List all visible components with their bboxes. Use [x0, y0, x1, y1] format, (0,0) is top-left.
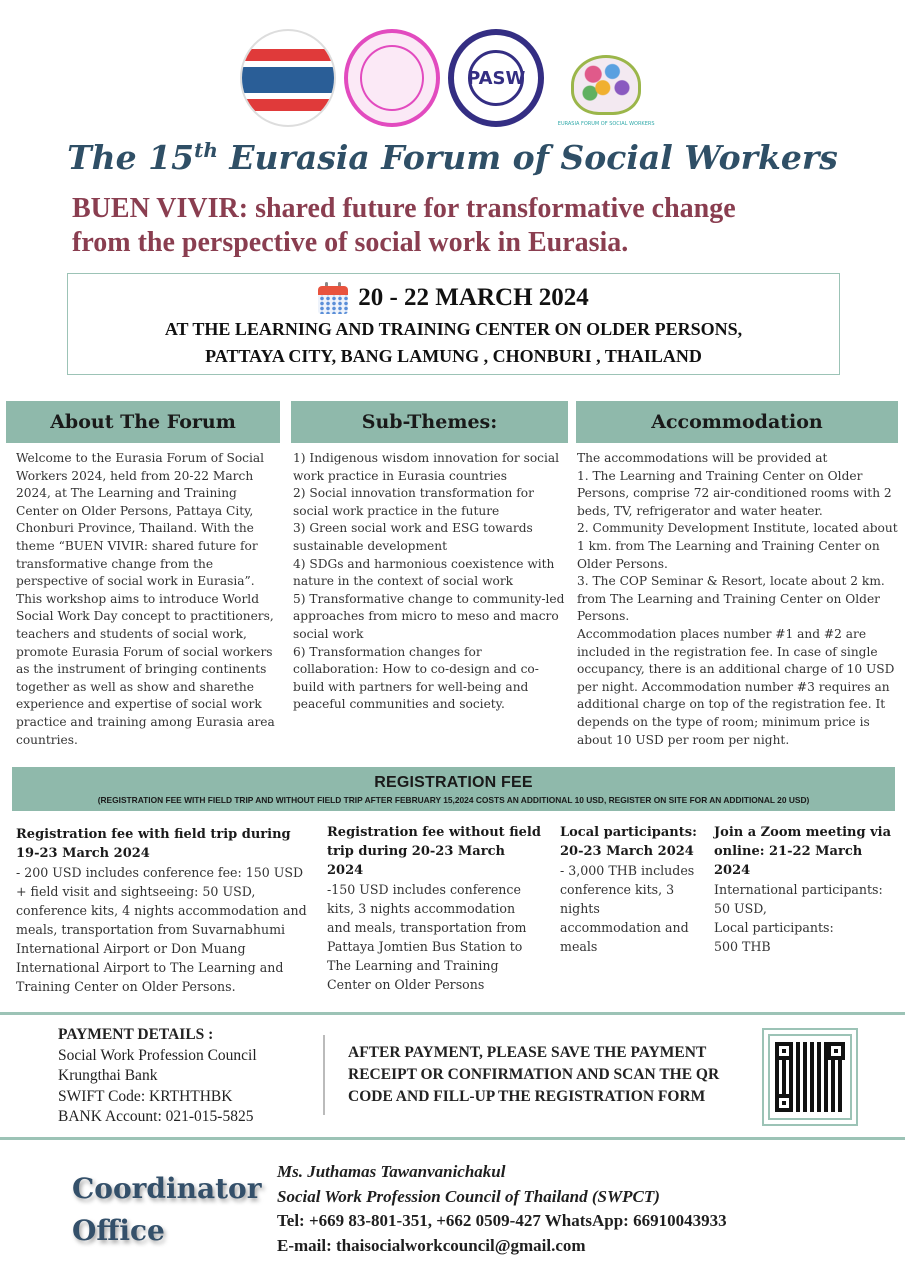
- divider: [323, 1035, 325, 1115]
- coordinator-office-label: Coordinator Office: [72, 1172, 262, 1247]
- accommodation-heading: Accommodation: [576, 401, 898, 443]
- divider: [0, 1137, 905, 1140]
- royal-seal-logo-icon: [344, 29, 440, 127]
- registration-note: (REGISTRATION FEE WITH FIELD TRIP AND WITHOUT FIELD TRIP AFTER FEBRUARY 15,2024 COSTS AN ADDITIONAL 10 USD, REGISTER ON SITE FOR AN ADDITIONAL 20 USD): [97, 795, 810, 805]
- accommodation-list: [577, 450, 899, 749]
- coordinator-contact: [277, 1160, 727, 1258]
- page-title: The 15th Eurasia Forum of Social Workers: [67, 138, 838, 177]
- accommodation-item: Accommodation places number #1 and #2 are included in the registration fee. In case of single occupancy, there is an additional charge of 10 USD per night. Accommodation number #3 requires an additional charge on top of the registration fee. It depends on the type of room; minimum price is about 10 USD per room per night.: [577, 626, 895, 747]
- registration-fee-banner: [12, 767, 895, 811]
- fee-option-zoom: Join a Zoom meeting via online: 21-22 March 2024 International participants: 50 USD, Local participants: 500 THB: [714, 825, 892, 954]
- accommodation-item: 3. The COP Seminar & Resort, locate about 2 km. from The Learning and Training Center on Older Persons.: [577, 574, 885, 624]
- coordinator-phone[interactable]: Tel: +669 83-801-351, +662 0509-427 WhatsApp: 66910043933: [277, 1211, 727, 1230]
- pasw-logo-icon: PASW: [448, 29, 544, 127]
- subtheme-item: 1) Indigenous wisdom innovation for social work practice in Eurasia countries: [293, 451, 560, 483]
- subthemes-heading: Sub-Themes:: [291, 401, 568, 443]
- registration-qr-code[interactable]: [762, 1028, 858, 1126]
- accommodation-item: 1. The Learning and Training Center on Older Persons, comprise 72 air-conditioned rooms with 2 beds, TV, refrigerator and water heater.: [577, 468, 892, 518]
- fee-option-no-field-trip: Registration fee without field trip during 20-23 March 2024 -150 USD includes conference kits, 3 nights accommodation and meals, transportation from Pattaya Jomtien Bus Station to The Learning and Training Center on Older Persons: [327, 825, 541, 992]
- coordinator-email[interactable]: E-mail: thaisocialworkcouncil@gmail.com: [277, 1235, 586, 1255]
- accommodation-item: The accommodations will be provided at: [577, 451, 828, 465]
- registration-heading: REGISTRATION FEE: [374, 774, 533, 791]
- event-date: 20 - 22 MARCH 2024: [358, 284, 589, 311]
- coordinator-org: Social Work Profession Council of Thailand (SWPCT): [277, 1186, 660, 1206]
- payment-instruction: AFTER PAYMENT, PLEASE SAVE THE PAYMENT RECEIPT OR CONFIRMATION AND SCAN THE QR CODE AND FILL-UP THE REGISTRATION FORM: [348, 1044, 720, 1105]
- about-text: Welcome to the Eurasia Forum of Social Workers 2024, held from 20-22 March 2024, at The Learning and Training Center on Older Persons, Pattaya City, Chonburi Province, Thailand. With the theme “BUEN VIVIR: shared future for transformative change from the perspective of social work in Eurasia”. This workshop aims to introduce World Social Work Day concept to practitioners, teachers and students of social work, promote Eurasia Forum of social workers as the instrument of bringing continents together as well as show and sharethe experience and expertise of social work practice and training among Eurasia area countries.: [16, 451, 275, 747]
- fee-option-field-trip: Registration fee with field trip during 19-23 March 2024 - 200 USD includes conference fee: 150 USD + field visit and sightseeing: 50 USD, conference kits, 4 nights accommodation and meals, transportation from Suvarnabhumi International Airport or Don Muang International Airport to The Learning and Training Center on Older Persons.: [16, 827, 307, 994]
- eurasia-forum-logo-icon: EURASIA FORUM OF SOCIAL WORKERS: [552, 29, 660, 127]
- about-heading: About The Forum: [6, 401, 280, 443]
- payment-details: PAYMENT DETAILS : Social Work Profession Council Krungthai Bank SWIFT Code: KRTHTHBK BANK Account: 021-015-5825: [58, 1026, 257, 1125]
- qr-code-icon: [775, 1042, 845, 1112]
- subtheme-item: 3) Green social work and ESG towards sustainable development: [293, 521, 533, 553]
- event-date-venue-box: [67, 273, 840, 375]
- event-venue: AT THE LEARNING AND TRAINING CENTER ON OLDER PERSONS, PATTAYA CITY, BANG LAMUNG , CHONBURI , THAILAND: [164, 319, 743, 366]
- subtheme-item: 5) Transformative change to community-led approaches from micro to meso and macro social work: [293, 591, 565, 641]
- theme-subtitle: BUEN VIVIR: shared future for transformative change from the perspective of social work in Eurasia.: [72, 193, 736, 258]
- fee-option-local: Local participants: 20-23 March 2024 - 3,000 THB includes conference kits, 3 nights accommodation and meals: [560, 825, 697, 954]
- accommodation-item: 2. Community Development Institute, located about 1 km. from The Learning and Training Center on Older Persons.: [577, 521, 898, 571]
- subtheme-item: 4) SDGs and harmonious coexistence with nature in the context of social work: [293, 556, 555, 589]
- calendar-icon: [318, 282, 348, 314]
- divider: [0, 1012, 905, 1015]
- subthemes-list: [293, 450, 568, 714]
- subtheme-item: 2) Social innovation transformation for social work practice in the future: [293, 486, 534, 518]
- swpct-logo-icon: [240, 29, 336, 127]
- subtheme-item: 6) Transformation changes for collaboration: How to co-design and co-build with partners for well-being and peaceful communities and society.: [293, 644, 539, 712]
- logo-strip: [240, 28, 660, 128]
- coordinator-name: Ms. Juthamas Tawanvanichakul: [277, 1162, 506, 1181]
